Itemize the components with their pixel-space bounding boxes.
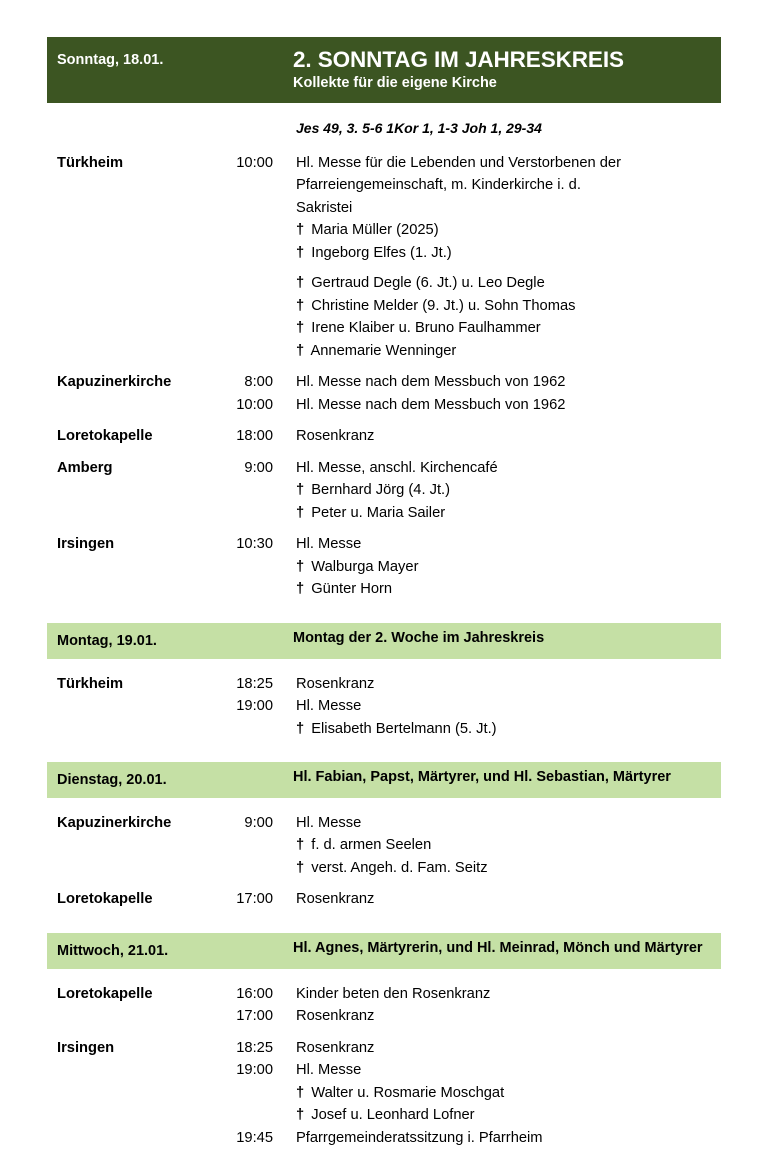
scripture-reference: Jes 49, 3. 5-6 1Kor 1, 1-3 Joh 1, 29-34 — [296, 120, 542, 137]
day-header-tuesday — [47, 762, 721, 798]
scripture-row — [47, 117, 721, 140]
schedule-entry — [47, 695, 721, 740]
memorial-name: Elisabeth Bertelmann (5. Jt.) — [307, 720, 497, 737]
entry-place: Irsingen — [57, 1039, 115, 1056]
memorial-name: Günter Horn — [307, 581, 393, 598]
entry-place: Türkheim — [57, 675, 124, 692]
entry-time: 10:30 — [236, 536, 273, 553]
entry-description-line: Pfarreiengemeinschaft, m. Kinderkirche i. d. — [296, 177, 581, 194]
schedule-entry — [47, 1005, 721, 1028]
dagger-icon: † — [296, 482, 305, 499]
entry-time: 18:25 — [236, 1039, 273, 1056]
entry-time: 10:00 — [236, 396, 273, 413]
entry-time: 17:00 — [236, 1008, 273, 1025]
entry-description — [273, 983, 721, 1006]
entry-description — [273, 152, 721, 363]
memorial-line — [296, 578, 721, 601]
memorial-name: Christine Melder (9. Jt.) u. Sohn Thomas — [307, 297, 576, 314]
schedule-entry — [47, 371, 721, 394]
memorial-name: Maria Müller (2025) — [307, 222, 439, 239]
memorial-line — [296, 556, 721, 579]
entry-time: 19:00 — [236, 1062, 273, 1079]
entry-description-line: Rosenkranz — [296, 428, 375, 445]
entry-description-line: Hl. Messe nach dem Messbuch von 1962 — [296, 396, 566, 413]
dagger-icon: † — [296, 1084, 305, 1101]
day-spacer — [47, 911, 721, 933]
entry-spacer — [47, 416, 721, 425]
entry-place: Loretokapelle — [57, 985, 153, 1002]
memorial-name: f. d. armen Seelen — [307, 837, 432, 854]
schedule-entry — [47, 673, 721, 696]
schedule-entry — [47, 1127, 721, 1149]
entry-spacer — [47, 362, 721, 371]
schedule-entry — [47, 1037, 721, 1060]
entry-time: 18:00 — [236, 428, 273, 445]
schedule-entry — [47, 1059, 721, 1127]
day-title-group — [293, 46, 713, 93]
memorial-line — [296, 857, 721, 880]
entry-description-line: Hl. Messe — [296, 814, 362, 831]
entry-description — [273, 695, 721, 740]
schedule-entry — [47, 425, 721, 448]
schedule-entry — [47, 983, 721, 1006]
memorial-name: Walter u. Rosmarie Moschgat — [307, 1084, 505, 1101]
entry-spacer — [47, 448, 721, 457]
entry-time: 19:00 — [236, 698, 273, 715]
entry-description-line: Sakristei — [296, 199, 353, 216]
day-spacer — [47, 740, 721, 762]
entry-description — [273, 1005, 721, 1028]
day-entries-sunday — [47, 152, 721, 601]
dagger-icon: † — [296, 504, 305, 521]
day-date: Mittwoch, 21.01. — [57, 942, 169, 959]
dagger-icon: † — [296, 275, 305, 292]
day-title-group — [293, 940, 713, 958]
entry-description — [273, 117, 721, 140]
day-spacer — [47, 601, 721, 623]
entry-description-line: Rosenkranz — [296, 1008, 375, 1025]
schedule-entry — [47, 152, 721, 363]
day-header-monday — [47, 623, 721, 659]
entry-place: Irsingen — [57, 536, 115, 553]
entry-description — [273, 1059, 721, 1127]
memorial-line — [296, 502, 721, 525]
memorial-name: Walburga Mayer — [307, 558, 419, 575]
entry-spacer — [47, 524, 721, 533]
bar-bottom-spacer — [47, 103, 721, 117]
day-date: Montag, 19.01. — [57, 632, 157, 649]
day-title: Hl. Agnes, Märtyrerin, und Hl. Meinrad, Mönch und Märtyrer — [293, 939, 703, 956]
entry-description-line: Pfarrgemeinderatssitzung i. Pfarrheim — [296, 1129, 543, 1146]
entry-description — [273, 812, 721, 880]
memorial-name: Irene Klaiber u. Bruno Faulhammer — [307, 320, 541, 337]
schedule-entry — [47, 888, 721, 911]
entry-description — [273, 888, 721, 911]
dagger-icon: † — [296, 859, 305, 876]
entry-time: 16:00 — [236, 985, 273, 1002]
entry-description-line: Hl. Messe — [296, 536, 362, 553]
memorial-name: Bernhard Jörg (4. Jt.) — [307, 482, 451, 499]
entry-description-line: Kinder beten den Rosenkranz — [296, 985, 491, 1002]
dagger-icon: † — [296, 558, 305, 575]
entry-description — [273, 425, 721, 448]
day-entries-monday — [47, 673, 721, 741]
entry-description-line: Rosenkranz — [296, 675, 375, 692]
entry-description — [273, 533, 721, 601]
entry-description-line: Rosenkranz — [296, 891, 375, 908]
entry-description — [273, 673, 721, 696]
entry-place: Loretokapelle — [57, 891, 153, 908]
entry-description-line: Hl. Messe — [296, 1062, 362, 1079]
entry-place: Kapuzinerkirche — [57, 814, 172, 831]
day-title-group — [293, 630, 713, 648]
day-entries-wednesday — [47, 983, 721, 1149]
memorial-name: Annemarie Wenninger — [307, 342, 457, 359]
memorial-line — [296, 340, 721, 363]
dagger-icon: † — [296, 244, 305, 261]
entry-time: 19:45 — [236, 1129, 273, 1146]
memorial-name: Ingeborg Elfes (1. Jt.) — [307, 244, 452, 261]
day-entries-tuesday — [47, 812, 721, 911]
day-header-sunday — [47, 37, 721, 103]
memorial-line — [296, 295, 721, 318]
memorial-name: Josef u. Leonhard Lofner — [307, 1107, 475, 1124]
entry-time: 17:00 — [236, 891, 273, 908]
day-date: Sonntag, 18.01. — [57, 52, 164, 68]
memorial-line — [296, 272, 721, 295]
memorial-line — [296, 718, 721, 741]
day-subtitle: Kollekte für die eigene Kirche — [293, 75, 497, 92]
entry-spacer — [47, 879, 721, 888]
entry-description-line: Hl. Messe für die Lebenden und Verstorbenen der — [296, 154, 621, 171]
schedule-entry — [47, 533, 721, 601]
memorial-line — [296, 317, 721, 340]
entry-description-line: Hl. Messe — [296, 698, 362, 715]
day-title-group — [293, 769, 713, 787]
entry-place: Loretokapelle — [57, 428, 153, 445]
bar-bottom-spacer — [47, 659, 721, 673]
memorial-name: verst. Angeh. d. Fam. Seitz — [307, 859, 488, 876]
dagger-icon: † — [296, 320, 305, 337]
memorial-line — [296, 834, 721, 857]
entry-place: Amberg — [57, 459, 113, 476]
bar-bottom-spacer — [47, 798, 721, 812]
memorial-line — [296, 219, 721, 242]
dagger-icon: † — [296, 1107, 305, 1124]
schedule-list — [47, 37, 721, 1149]
memorial-line — [296, 242, 721, 265]
entry-time: 8:00 — [244, 374, 273, 391]
entry-description — [273, 371, 721, 394]
dagger-icon: † — [296, 837, 305, 854]
dagger-icon: † — [296, 297, 305, 314]
entry-time: 9:00 — [244, 459, 273, 476]
schedule-entry — [47, 394, 721, 417]
day-title: 2. SONNTAG IM JAHRESKREIS — [293, 47, 624, 72]
entry-description — [273, 1037, 721, 1060]
entry-place: Kapuzinerkirche — [57, 374, 172, 391]
entry-description — [273, 457, 721, 525]
dagger-icon: † — [296, 222, 305, 239]
entry-description — [273, 394, 721, 417]
day-title: Hl. Fabian, Papst, Märtyrer, und Hl. Sebastian, Märtyrer — [293, 769, 671, 786]
day-title: Montag der 2. Woche im Jahreskreis — [293, 629, 545, 646]
memorial-line — [296, 479, 721, 502]
memorial-line — [296, 1082, 721, 1105]
entry-description-line: Rosenkranz — [296, 1039, 375, 1056]
dagger-icon: † — [296, 342, 305, 359]
day-header-wednesday — [47, 933, 721, 969]
dagger-icon: † — [296, 720, 305, 737]
bar-bottom-spacer — [47, 969, 721, 983]
entry-time: 9:00 — [244, 814, 273, 831]
schedule-entry — [47, 812, 721, 880]
entry-place: Türkheim — [57, 154, 124, 171]
entry-time: 10:00 — [236, 154, 273, 171]
memorial-name: Peter u. Maria Sailer — [307, 504, 446, 521]
entry-spacer — [47, 1028, 721, 1037]
scripture-spacer — [47, 140, 721, 152]
dagger-icon: † — [296, 581, 305, 598]
schedule-entry — [47, 457, 721, 525]
memorial-line — [296, 1104, 721, 1127]
entry-description-line: Hl. Messe nach dem Messbuch von 1962 — [296, 374, 566, 391]
day-date: Dienstag, 20.01. — [57, 772, 167, 789]
memorial-name: Gertraud Degle (6. Jt.) u. Leo Degle — [307, 275, 545, 292]
entry-description-line: Hl. Messe, anschl. Kirchencafé — [296, 459, 498, 476]
entry-time: 18:25 — [236, 675, 273, 692]
entry-description — [273, 1127, 721, 1149]
